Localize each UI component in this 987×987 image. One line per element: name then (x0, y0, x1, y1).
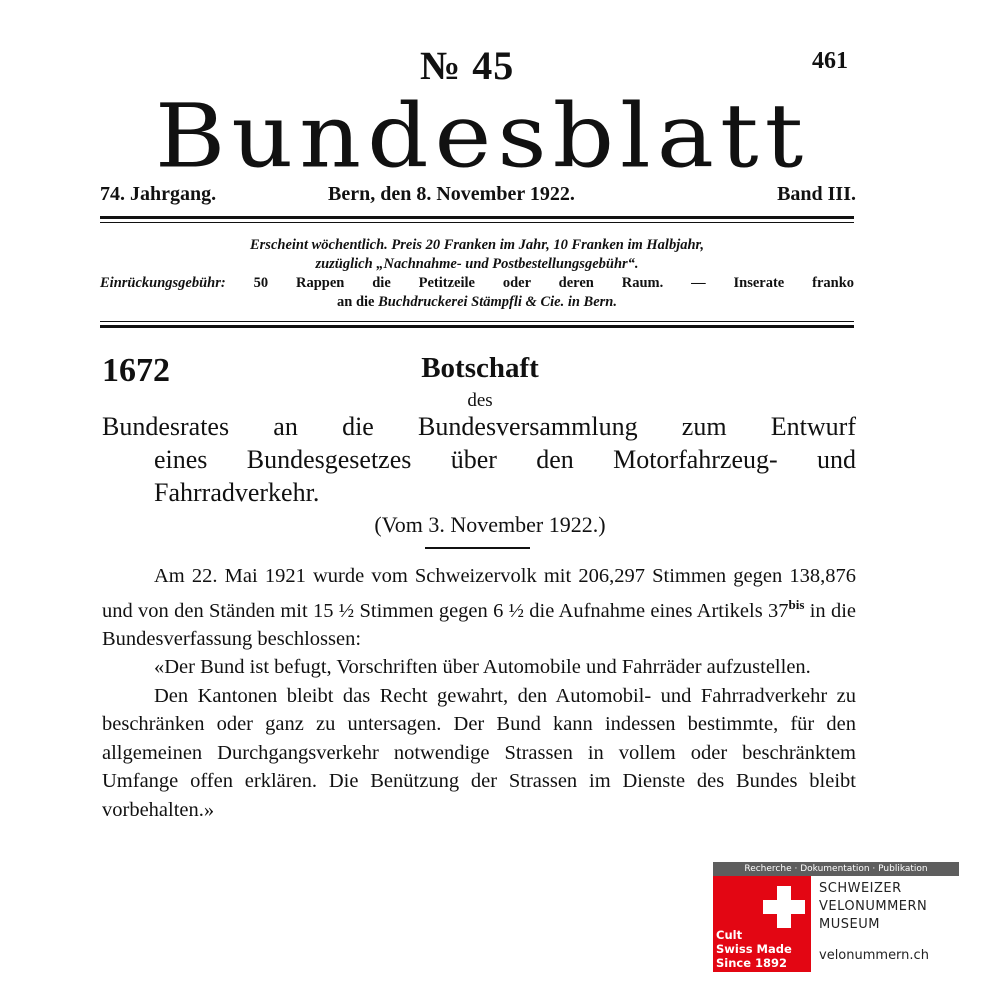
divider (425, 547, 530, 549)
flag-text-since: Since 1892 (716, 956, 788, 970)
document-number: 1672 (102, 352, 170, 389)
museum-logo (713, 862, 959, 972)
issue-number: № 45 (420, 43, 515, 88)
header-rule-thin (100, 222, 854, 223)
museum-name (819, 880, 927, 934)
notice-line-2: zuzüglich „Nachnahme- und Postbestellungsgebühr“. (315, 256, 639, 272)
superscript-bis: bis (788, 596, 805, 612)
museum-url: velonummern.ch (819, 948, 929, 963)
notice-publisher-prefix: an die (337, 294, 375, 310)
document-des: des (467, 390, 493, 411)
paragraph-1-text: Am 22. Mai 1921 wurde vom Schweizervolk mit 206,297 Stimmen gegen 138,876 und von den Ständen mit 15 ½ Stimmen gegen 6 ½ die Aufnahme eines Artikels 37 (102, 565, 856, 622)
paragraph-2: «Der Bund ist befugt, Vorschriften über Automobile und Fahrräder aufzustellen. (154, 656, 811, 679)
volume-label: Band III. (777, 183, 856, 205)
museum-tagline: Recherche · Dokumentation · Publikation (713, 862, 959, 876)
notice-fee-label: Einrückungsgebühr: (100, 275, 226, 291)
notice-fee-text: 50 Rappen die Petitzeile oder deren Raum. — Inserate franko (253, 275, 855, 291)
document-date: (Vom 3. November 1922.) (374, 512, 606, 537)
body-text (102, 562, 856, 824)
notice-publisher: Buchdruckerei Stämpfli & Cie. in Bern. (378, 294, 617, 310)
paragraph-3: Den Kantonen bleibt das Recht gewahrt, den Automobil- und Fahrradverkehr zu beschränken oder ganz zu untersagen. Der Bund kann indessen bestimmte, für den allgemeinen Durchgangsverkehr notwendige Strassen in vollem oder beschränktem Umfange offen erklären. Die Benützung der Strassen im Dienste des Bundes bleibt vorbehalten.» (102, 684, 856, 821)
museum-name-line-3: MUSEUM (819, 917, 880, 932)
document-subtitle (102, 410, 856, 509)
date-label: Bern, den 8. November 1922. (328, 183, 575, 205)
paragraph-1-end: in die Bundesverfassung beschlossen: (102, 599, 856, 650)
subtitle-line-3: Fahrradverkehr. (154, 478, 320, 507)
subtitle-line-1: Bundesrates an die Bundesversammlung zum Entwurf (102, 412, 856, 441)
swiss-flag-badge (713, 876, 811, 972)
paragraph-1 (102, 562, 856, 653)
swiss-cross-icon (763, 886, 805, 928)
page-number: 461 (812, 48, 848, 74)
header-rule (100, 216, 854, 219)
flag-text-cult: Cult (716, 928, 743, 942)
museum-name-line-2: VELONUMMERN (819, 899, 928, 914)
flag-text-swiss-made: Swiss Made (716, 942, 792, 956)
subtitle-line-2: eines Bundesgesetzes über den Motorfahrzeug- und (154, 445, 856, 474)
notice-rule-thin (100, 321, 854, 322)
masthead-title: Bundesblatt (154, 84, 810, 188)
dateline (100, 183, 856, 211)
museum-name-line-1: SCHWEIZER (819, 881, 902, 896)
subscription-notice (100, 236, 854, 312)
notice-rule (100, 325, 854, 328)
year-label: 74. Jahrgang. (100, 183, 217, 205)
document-title: Botschaft (421, 352, 539, 384)
notice-line-1: Erscheint wöchentlich. Preis 20 Franken im Jahr, 10 Franken im Halbjahr, (249, 237, 705, 253)
